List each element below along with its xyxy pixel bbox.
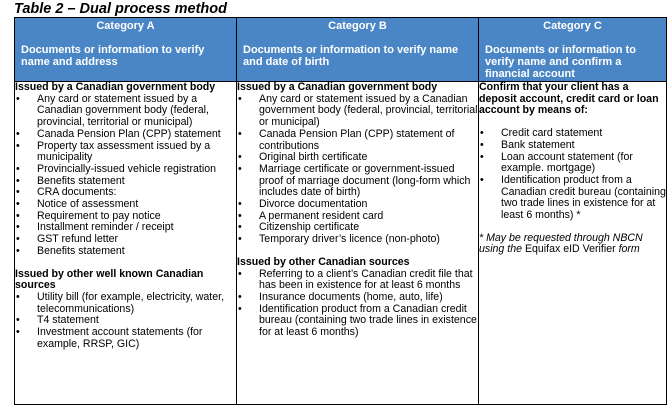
list-item: • Insurance documents (home, auto, life) [238, 290, 443, 303]
list-item: • Divorce documentation [238, 198, 368, 211]
list-item: • Canada Pension Plan (CPP) statement of contributions [238, 127, 455, 152]
list-item: • Installment reminder / receipt [16, 221, 174, 234]
list-item: • Property tax assessment issued by a municipality [16, 139, 211, 164]
cell-category-b [237, 82, 479, 405]
list-item: • A permanent resident card [238, 209, 384, 222]
list-item: • Any card or statement issued by a Canadian government body (federal, provincial, territorial or municipal) [238, 92, 478, 129]
bullet-list [479, 128, 666, 222]
list-item: • Bank statement [480, 138, 575, 151]
list-item: • CRA documents: [16, 186, 117, 199]
list-item: • Citizenship certificate [238, 221, 360, 234]
table-body-row [15, 82, 667, 405]
category-subheading: Documents or information to verify name and address [21, 44, 205, 68]
list-item: • Identification product from a Canadian credit bureau (containing two trade lines in existence for at least 6 months) [238, 302, 477, 339]
list-item: • Notice of assessment [16, 198, 139, 211]
category-title: Category A [96, 20, 155, 32]
category-title: Category C [543, 20, 602, 32]
cell-category-c [479, 82, 667, 405]
table-caption: Table 2 – Dual process method [14, 1, 227, 17]
cell-category-a [15, 82, 237, 405]
footnote: * May be requested through NBCN using the Equifax eID Verifier form [479, 231, 643, 256]
list-item: • GST refund letter [16, 233, 119, 246]
category-subheading: Documents or information to verify name and date of birth [243, 44, 459, 68]
list-item: • Identification product from a Canadian credit bureau (containing two trade lines in existence for at least 6 months) * [480, 173, 666, 222]
list-item: • Referring to a client’s Canadian credit file that has been in existence for at least 6 months [238, 267, 473, 292]
category-subheading: Documents or information to verify name and confirm a financial account [485, 44, 636, 80]
list-item: • Investment account statements (for example, RRSP, GIC) [16, 326, 203, 350]
list-item: • Requirement to pay notice [16, 209, 161, 222]
dual-process-table [14, 17, 667, 405]
bullet-list [15, 94, 236, 258]
list-item: • Loan account statement (for example. mortgage) [480, 150, 633, 175]
section-heading: Issued by other Canadian sources [237, 255, 410, 268]
bullet-list [15, 292, 236, 351]
section-heading: Issued by other well known Canadian sources [15, 267, 204, 292]
list-item: • Benefits statement [16, 244, 125, 257]
section-heading: Issued by a Canadian government body [237, 81, 438, 93]
table-header-row [15, 18, 667, 82]
list-item: • Marriage certificate or government-issued proof of marriage document (long-form which includes date of birth) [238, 162, 471, 199]
list-item: • Canada Pension Plan (CPP) statement [16, 127, 221, 140]
list-item: • Original birth certificate [238, 151, 368, 164]
header-category-b [237, 18, 479, 82]
bullet-list [237, 269, 478, 339]
list-item: • Provincially-issued vehicle registration [16, 162, 216, 175]
section-heading: Issued by a Canadian government body [15, 81, 216, 93]
header-category-a [15, 18, 237, 82]
list-item: • Temporary driver’s licence (non-photo) [238, 233, 440, 246]
list-item: • Utility bill (for example, electricity, water, telecommunications) [16, 290, 225, 315]
list-item: • Credit card statement [480, 127, 603, 140]
header-category-c [479, 18, 667, 82]
category-title: Category B [328, 20, 387, 32]
category-c-intro: Confirm that your client has a deposit account, credit card or loan account by means of: [479, 81, 659, 117]
list-item: • T4 statement [16, 314, 99, 327]
list-item: • Benefits statement [16, 174, 125, 187]
bullet-list [237, 94, 478, 246]
list-item: • Any card or statement issued by a Canadian government body (federal, provincial, territorial or municipal) [16, 92, 209, 129]
